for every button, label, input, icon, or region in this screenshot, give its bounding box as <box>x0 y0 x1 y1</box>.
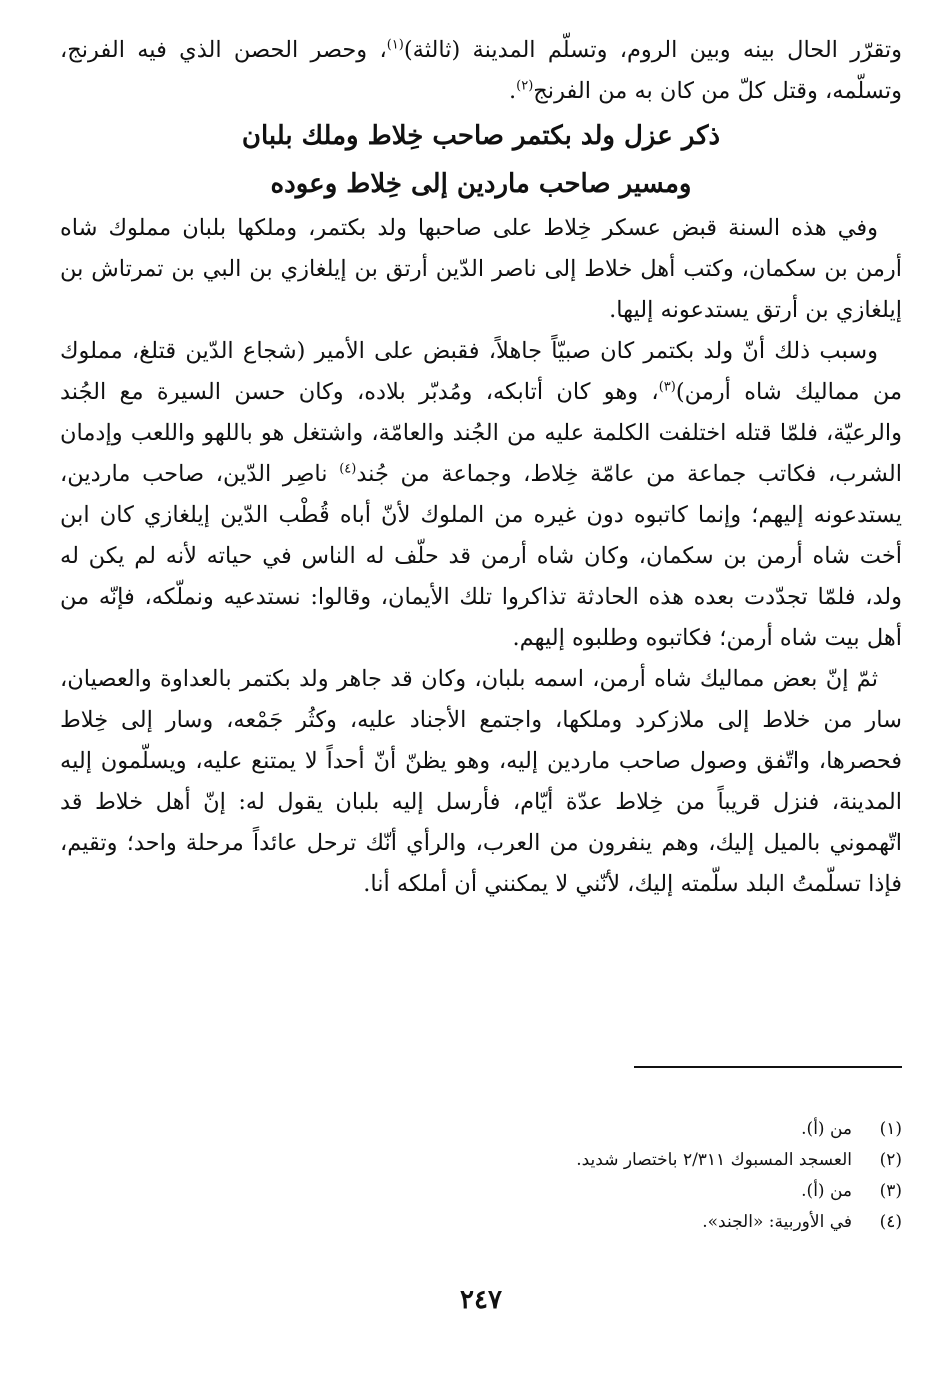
section-heading-line1: ذكر عزل ولد بكتمر صاحب خِلاط وملك بلبان <box>241 121 721 151</box>
footnote-ref-3: (٣) <box>658 379 676 395</box>
footnote-text: من (أ). <box>801 1119 852 1139</box>
paragraph-2-part-c: ناصِر الدّين، صاحب ماردين، يستدعونه إليهم؛ وإنما كاتبوه دون غيره من الملوك لأنّ أباه قُطْب الدّين إيلغازي كان ابن أخت شاه أرمن بن سكمان، وكان شاه أرمن قد حلّف له الناس في حياته لأنه لم يكن له ولد، فلمّا تجدّدت بعده هذه الحادثة تذاكروا تلك الأيمان، وقالوا: نستدعيه ونملّكه، فإنّه من أهل بيت شاه أرمن؛ فكاتبوه وطلبوه إليهم. <box>60 461 902 651</box>
footnote-item <box>60 1145 902 1176</box>
opening-text-a: وتقرّر الحال بينه وبين الروم، وتسلّم المدينة (ثالثة) <box>403 37 902 63</box>
footnote-divider <box>634 1066 902 1068</box>
opening-paragraph <box>60 30 902 112</box>
footnote-ref-1: (١) <box>386 37 404 53</box>
opening-text-end: . <box>508 78 517 104</box>
opening-text-b: ، وحصر الحصن الذي فيه الفرنج، وتسلّمه، وقتل كلّ من كان به من الفرنج <box>60 37 902 104</box>
paragraph-2 <box>60 331 902 659</box>
footnotes <box>60 1114 902 1238</box>
page-content <box>60 30 903 1315</box>
footnote-number: (٢) <box>879 1150 902 1170</box>
paragraph-2-part-a: وسبب ذلك أنّ ولد بكتمر كان صبيّاً جاهلاً، فقبض على الأمير (شجاع الدّين قتلغ، مملوك من مماليك شاه أرمن) <box>60 338 903 405</box>
footnote-number: (١) <box>879 1119 902 1139</box>
footnote-item <box>60 1207 902 1238</box>
footnote-number: (٤) <box>879 1212 902 1232</box>
footnote-item <box>60 1176 902 1207</box>
footnote-number: (٣) <box>879 1181 902 1201</box>
footnote-ref-2: (٢) <box>516 78 534 94</box>
paragraph-3: ثمّ إنّ بعض مماليك شاه أرمن، اسمه بلبان، وكان قد جاهر ولد بكتمر بالعداوة والعصيان، سار من خلاط إلى ملازكرد وملكها، واجتمع الأجناد عليه، وكثُر جَمْعه، وسار إلى خِلاط فحصرها، واتّفق وصول صاحب ماردين إليه، وهو يظنّ أنّ أحداً لا يمتنع عليه، ويسلّمون إليه المدينة، فنزل قريباً من خِلاط عدّة أيّام، فأرسل إليه بلبان يقول له: إنّ أهل خلاط قد اتّهموني بالميل إليك، وهم ينفرون من العرب، والرأي أنّك ترحل عائداً مرحلة واحد؛ وتقيم، فإذا تسلّمتُ البلد سلّمته إليك، لأنّني لا يمكنني أن أملكه أنا. <box>60 666 902 897</box>
footnote-text: العسجد المسبوك ٢/٣١١ باختصار شديد. <box>576 1150 852 1170</box>
footnote-item <box>60 1114 902 1145</box>
footnote-text: في الأوربية: «الجند». <box>702 1212 852 1232</box>
footnote-ref-4: (٤) <box>339 461 357 477</box>
paragraph-1: وفي هذه السنة قبض عسكر خِلاط على صاحبها ولد بكتمر، وملكها بلبان مملوك شاه أرمن بن سكمان، وكتب أهل خلاط إلى ناصر الدّين أرتق بن إيلغازي بن البي بن تمرتاش بن إيلغازي بن أرتق يستدعونه إليها. <box>60 215 902 323</box>
section-heading-line2: ومسير صاحب ماردين إلى خِلاط وعوده <box>270 169 692 199</box>
footnote-text: من (أ). <box>801 1181 852 1201</box>
paragraph-2-part-b: ، وهو كان أتابكه، ومُدبّر بلاده، وكان حسن السيرة مع الجُند والرعيّة، فلمّا قتله اختلفت الكلمة عليه من الجُند والعامّة، واشتغل هو باللهو واللعب وإدمان الشرب، فكاتب جماعة من عامّة خِلاط، وجماعة من جُند <box>60 379 902 487</box>
page-number: ٢٤٧ <box>460 1285 502 1315</box>
